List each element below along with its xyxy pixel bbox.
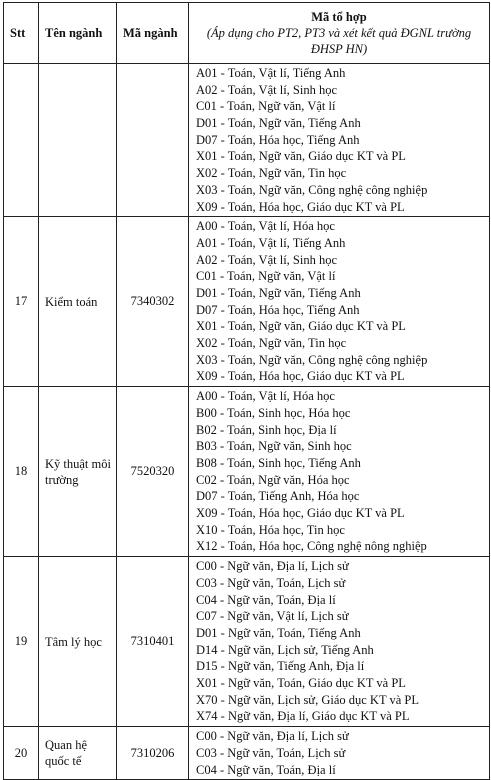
table-row <box>4 557 490 727</box>
row-stt: 19 <box>4 557 39 727</box>
combo-item: X03 - Toán, Ngữ văn, Công nghệ công nghiệp <box>196 352 428 367</box>
combo-item: A01 - Toán, Vật lí, Tiếng Anh <box>196 235 346 250</box>
combo-item: A00 - Toán, Vật lí, Hóa học <box>196 219 335 234</box>
admissions-table <box>3 2 490 780</box>
row-stt: 18 <box>4 387 39 557</box>
combo-item: X09 - Toán, Hóa học, Giáo dục KT và PL <box>196 369 405 384</box>
row-major-name <box>39 64 117 217</box>
header-major-code: Mã ngành <box>117 3 189 64</box>
row-major-code <box>117 64 189 217</box>
row-major-name: Kiểm toán <box>39 217 117 387</box>
combo-item: X01 - Toán, Ngữ văn, Giáo dục KT và PL <box>196 149 406 164</box>
combo-item: C04 - Ngữ văn, Toán, Địa lí <box>196 762 336 777</box>
combo-item: D07 - Toán, Tiếng Anh, Hóa học <box>196 489 360 504</box>
combo-item: D14 - Ngữ văn, Lịch sử, Tiếng Anh <box>196 642 374 657</box>
combo-list <box>196 388 489 555</box>
combo-item: C00 - Ngữ văn, Địa lí, Lịch sử <box>196 559 349 574</box>
row-combo-list <box>189 64 490 217</box>
combo-item: B02 - Toán, Sinh học, Địa lí <box>196 422 337 437</box>
row-stt: 17 <box>4 217 39 387</box>
combo-item: X10 - Toán, Hóa học, Tin học <box>196 522 345 537</box>
table-row <box>4 64 490 217</box>
header-combo-note: (Áp dụng cho PT2, PT3 và xét kết quả ĐGNL trường ĐHSP HN) <box>206 26 472 56</box>
combo-item: C07 - Ngữ văn, Vật lí, Lịch sử <box>196 609 349 624</box>
row-major-code: 7310401 <box>117 557 189 727</box>
table-header <box>4 3 490 64</box>
combo-item: C01 - Toán, Ngữ văn, Vật lí <box>196 269 336 284</box>
row-major-name: Quan hệ quốc tế <box>39 727 117 780</box>
combo-item: D01 - Ngữ văn, Toán, Tiếng Anh <box>196 626 361 641</box>
row-major-code: 7520320 <box>117 387 189 557</box>
combo-list <box>196 218 489 385</box>
row-combo-list <box>189 727 490 780</box>
header-combo-title: Mã tổ hợp <box>311 10 367 24</box>
combo-item: D07 - Toán, Hóa học, Tiếng Anh <box>196 302 360 317</box>
combo-item: X09 - Toán, Hóa học, Giáo dục KT và PL <box>196 199 405 214</box>
combo-item: X01 - Ngữ văn, Toán, Giáo dục KT và PL <box>196 676 406 691</box>
header-row <box>4 3 490 64</box>
header-stt: Stt <box>4 3 39 64</box>
combo-item: X02 - Toán, Ngữ văn, Tin học <box>196 336 347 351</box>
table-body <box>4 64 490 780</box>
combo-list <box>196 558 489 725</box>
combo-item: A01 - Toán, Vật lí, Tiếng Anh <box>196 66 346 80</box>
combo-item: A02 - Toán, Vật lí, Sinh học <box>196 82 338 97</box>
combo-item: C02 - Toán, Ngữ văn, Hóa học <box>196 472 350 487</box>
combo-item: D01 - Toán, Ngữ văn, Tiếng Anh <box>196 286 361 301</box>
combo-item: A00 - Toán, Vật lí, Hóa học <box>196 389 335 404</box>
combo-item: C04 - Ngữ văn, Toán, Địa lí <box>196 592 336 607</box>
combo-item: X12 - Toán, Hóa học, Công nghệ nông nghiệp <box>196 539 427 554</box>
combo-item: X09 - Toán, Hóa học, Giáo dục KT và PL <box>196 506 405 521</box>
table-row <box>4 217 490 387</box>
combo-item: C01 - Toán, Ngữ văn, Vật lí <box>196 99 336 114</box>
combo-item: D15 - Ngữ văn, Tiếng Anh, Địa lí <box>196 659 365 674</box>
combo-item: B00 - Toán, Sinh học, Hóa học <box>196 405 351 420</box>
combo-item: D01 - Toán, Ngữ văn, Tiếng Anh <box>196 116 361 131</box>
combo-item: B03 - Toán, Ngữ văn, Sinh học <box>196 439 352 454</box>
combo-item: C00 - Ngữ văn, Địa lí, Lịch sử <box>196 729 349 744</box>
row-major-name: Kỹ thuật môi trường <box>39 387 117 557</box>
row-stt <box>4 64 39 217</box>
row-combo-list <box>189 217 490 387</box>
table-row <box>4 727 490 780</box>
combo-list <box>196 728 489 778</box>
combo-item: X70 - Ngữ văn, Lịch sử, Giáo dục KT và PL <box>196 692 420 707</box>
row-major-code: 7340302 <box>117 217 189 387</box>
combo-item: C03 - Ngữ văn, Toán, Lịch sử <box>196 745 346 760</box>
combo-item: D07 - Toán, Hóa học, Tiếng Anh <box>196 132 360 147</box>
header-combo <box>189 3 490 64</box>
row-combo-list <box>189 387 490 557</box>
combo-item: X74 - Ngữ văn, Địa lí, Giáo dục KT và PL <box>196 709 410 724</box>
row-combo-list <box>189 557 490 727</box>
combo-item: B08 - Toán, Sinh học, Tiếng Anh <box>196 456 361 471</box>
header-major-name: Tên ngành <box>39 3 117 64</box>
row-major-code: 7310206 <box>117 727 189 780</box>
row-stt: 20 <box>4 727 39 780</box>
combo-item: X03 - Toán, Ngữ văn, Công nghệ công nghiệp <box>196 182 428 197</box>
combo-item: C03 - Ngữ văn, Toán, Lịch sử <box>196 575 346 590</box>
combo-item: A02 - Toán, Vật lí, Sinh học <box>196 252 338 267</box>
combo-item: X02 - Toán, Ngữ văn, Tin học <box>196 166 347 181</box>
table-row <box>4 387 490 557</box>
combo-list <box>196 65 489 215</box>
combo-item: X01 - Toán, Ngữ văn, Giáo dục KT và PL <box>196 319 406 334</box>
row-major-name: Tâm lý học <box>39 557 117 727</box>
